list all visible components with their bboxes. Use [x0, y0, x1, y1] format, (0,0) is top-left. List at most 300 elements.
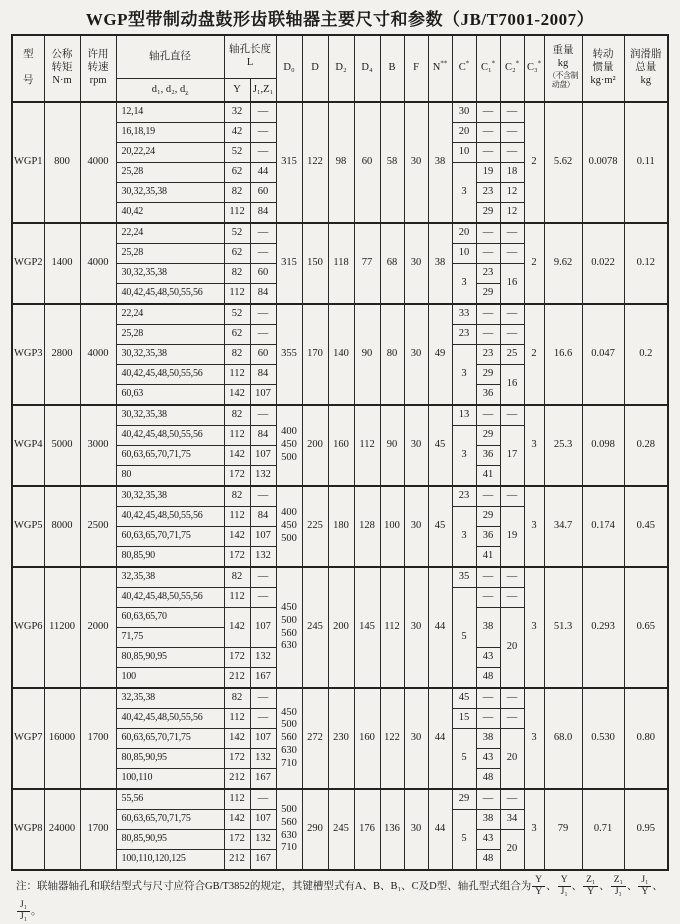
data-cell: 176: [354, 789, 380, 870]
model-cell: WGP4: [12, 405, 44, 486]
speed-cell: 1700: [80, 789, 116, 870]
bore-combo-fraction: $\frac{\text{J₁}}{Y}$: [638, 875, 651, 898]
torque-cell: 11200: [44, 567, 80, 688]
data-cell: 34: [500, 810, 524, 830]
grease-cell: 0.45: [624, 486, 668, 567]
data-cell: 5: [452, 588, 476, 689]
data-cell: 60: [250, 264, 276, 284]
data-cell: 29: [476, 426, 500, 446]
data-cell: 38: [428, 223, 452, 304]
bore-cell: 22,24: [116, 304, 224, 325]
data-cell: —: [476, 102, 500, 123]
col-header-inertia: 转动 惯量 kg·m²: [582, 35, 624, 102]
data-cell: 112: [224, 507, 250, 527]
data-cell: 112: [224, 789, 250, 810]
bore-cell: 32,35,38: [116, 688, 224, 709]
col-header-bore-length: 轴孔长度 L: [224, 35, 276, 79]
model-cell: WGP3: [12, 304, 44, 405]
inertia-cell: 0.293: [582, 567, 624, 688]
data-cell: 160: [354, 688, 380, 789]
data-cell: —: [250, 567, 276, 588]
col-header-speed: 许用 转速 rpm: [80, 35, 116, 102]
col-header-D4: D₄: [354, 35, 380, 102]
data-cell: 132: [250, 749, 276, 769]
data-cell: 100: [380, 486, 404, 567]
data-cell: 2: [524, 304, 544, 405]
data-cell: 180: [328, 486, 354, 567]
data-cell: 44: [428, 688, 452, 789]
data-cell: 52: [224, 223, 250, 244]
bore-cell: 60,63,65,70,71,75: [116, 729, 224, 749]
bore-cell: 22,24: [116, 223, 224, 244]
inertia-cell: 0.71: [582, 789, 624, 870]
table-row: [12, 304, 668, 325]
data-cell: 272: [302, 688, 328, 789]
data-cell: 62: [224, 163, 250, 183]
col-header-F: F: [404, 35, 428, 102]
bore-cell: 40,42,45,48,50,55,56: [116, 507, 224, 527]
data-cell: —: [250, 688, 276, 709]
data-cell: 450 500 560 630 710: [276, 688, 302, 789]
data-cell: 142: [224, 810, 250, 830]
data-cell: 3: [524, 688, 544, 789]
data-cell: 122: [302, 102, 328, 223]
bore-cell: 60,63,65,70,71,75: [116, 446, 224, 466]
bore-cell: 100,110: [116, 769, 224, 790]
data-cell: 35: [452, 567, 476, 588]
data-cell: 225: [302, 486, 328, 567]
bore-cell: 80,85,90: [116, 547, 224, 568]
data-cell: 52: [224, 304, 250, 325]
data-cell: 82: [224, 405, 250, 426]
data-cell: 43: [476, 648, 500, 668]
speed-cell: 2500: [80, 486, 116, 567]
data-cell: —: [476, 143, 500, 163]
bore-cell: 40,42,45,48,50,55,56: [116, 709, 224, 729]
data-cell: 62: [224, 325, 250, 345]
col-header-N: N**: [428, 35, 452, 102]
data-cell: 172: [224, 466, 250, 487]
data-cell: 82: [224, 567, 250, 588]
data-cell: 132: [250, 547, 276, 568]
data-cell: 19: [500, 507, 524, 568]
table-row: [12, 223, 668, 244]
data-cell: —: [476, 223, 500, 244]
footnote-separator: 、: [571, 880, 583, 892]
grease-cell: 0.95: [624, 789, 668, 870]
data-cell: 23: [476, 345, 500, 365]
data-cell: 84: [250, 426, 276, 446]
data-cell: 5: [452, 729, 476, 790]
bore-cell: 20,22,24: [116, 143, 224, 163]
data-cell: 38: [476, 608, 500, 648]
data-cell: —: [476, 709, 500, 729]
bore-cell: 40,42,45,48,50,55,56: [116, 284, 224, 305]
speed-cell: 4000: [80, 223, 116, 304]
data-cell: 38: [476, 729, 500, 749]
model-cell: WGP7: [12, 688, 44, 789]
data-cell: 172: [224, 547, 250, 568]
data-cell: —: [500, 304, 524, 325]
data-cell: —: [500, 567, 524, 588]
speed-cell: 4000: [80, 304, 116, 405]
data-cell: 13: [452, 405, 476, 426]
torque-cell: 5000: [44, 405, 80, 486]
data-cell: —: [500, 244, 524, 264]
data-cell: —: [476, 123, 500, 143]
bore-cell: 30,32,35,38: [116, 405, 224, 426]
speed-cell: 4000: [80, 102, 116, 223]
torque-cell: 8000: [44, 486, 80, 567]
data-cell: 142: [224, 446, 250, 466]
data-cell: 84: [250, 507, 276, 527]
col-header-weight: 重量 kg （不含制动盘）: [544, 35, 582, 102]
bore-combo-fraction: $\frac{\text{Z₁}}{\text{J₁}}$: [611, 875, 626, 898]
grease-cell: 0.11: [624, 102, 668, 223]
data-cell: 142: [224, 729, 250, 749]
bore-cell: 100,110,120,125: [116, 850, 224, 871]
data-cell: 68: [380, 223, 404, 304]
data-cell: —: [500, 123, 524, 143]
grease-cell: 0.12: [624, 223, 668, 304]
data-cell: 62: [224, 244, 250, 264]
speed-cell: 3000: [80, 405, 116, 486]
weight-cell: 34.7: [544, 486, 582, 567]
bore-cell: 30,32,35,38: [116, 486, 224, 507]
data-cell: 136: [380, 789, 404, 870]
col-header-grease: 润滑脂 总量 kg: [624, 35, 668, 102]
bore-cell: 60,63,65,70,71,75: [116, 810, 224, 830]
data-cell: —: [250, 102, 276, 123]
data-cell: 112: [224, 284, 250, 305]
data-cell: —: [500, 102, 524, 123]
data-cell: 107: [250, 729, 276, 749]
weight-cell: 25.3: [544, 405, 582, 486]
data-cell: —: [250, 123, 276, 143]
bore-combo-fraction: $\frac{\text{J₁}}{\text{J₁}}$: [17, 900, 30, 923]
data-cell: 82: [224, 688, 250, 709]
data-cell: —: [476, 405, 500, 426]
data-cell: —: [476, 325, 500, 345]
weight-cell: 5.62: [544, 102, 582, 223]
data-cell: 41: [476, 547, 500, 568]
footnote-separator: 、: [546, 880, 557, 892]
data-cell: —: [250, 789, 276, 810]
inertia-cell: 0.047: [582, 304, 624, 405]
bore-cell: 25,28: [116, 325, 224, 345]
data-cell: —: [250, 244, 276, 264]
data-cell: 30: [404, 405, 428, 486]
data-cell: 43: [476, 749, 500, 769]
speed-cell: 2000: [80, 567, 116, 688]
table-row: [12, 567, 668, 588]
torque-cell: 16000: [44, 688, 80, 789]
data-cell: 355: [276, 304, 302, 405]
table-row: [12, 789, 668, 810]
data-cell: 172: [224, 648, 250, 668]
footnote-separator: 、: [652, 880, 663, 892]
data-cell: 16: [500, 365, 524, 406]
data-cell: 2: [524, 102, 544, 223]
data-cell: 212: [224, 769, 250, 790]
bore-cell: 30,32,35,38: [116, 345, 224, 365]
data-cell: —: [476, 486, 500, 507]
weight-cell: 16.6: [544, 304, 582, 405]
data-cell: 29: [476, 507, 500, 527]
data-cell: —: [476, 789, 500, 810]
data-cell: —: [250, 143, 276, 163]
data-cell: 167: [250, 769, 276, 790]
data-cell: 84: [250, 203, 276, 224]
data-cell: 82: [224, 486, 250, 507]
inertia-cell: 0.174: [582, 486, 624, 567]
data-cell: —: [500, 223, 524, 244]
bore-cell: 16,18,19: [116, 123, 224, 143]
data-cell: 315: [276, 223, 302, 304]
bore-cell: 71,75: [116, 628, 224, 648]
grease-cell: 0.65: [624, 567, 668, 688]
data-cell: 60: [250, 345, 276, 365]
data-cell: 16: [500, 264, 524, 305]
data-cell: 58: [380, 102, 404, 223]
model-cell: WGP5: [12, 486, 44, 567]
col-header-model: 型 号: [12, 35, 44, 102]
data-cell: —: [250, 405, 276, 426]
data-cell: 20: [500, 608, 524, 689]
bore-cell: 25,28: [116, 163, 224, 183]
data-cell: 15: [452, 709, 476, 729]
data-cell: 48: [476, 850, 500, 871]
data-cell: 44: [428, 789, 452, 870]
data-cell: 3: [452, 507, 476, 568]
data-cell: —: [250, 486, 276, 507]
bore-cell: 12,14: [116, 102, 224, 123]
table-row: [12, 102, 668, 123]
data-cell: 30: [452, 102, 476, 123]
col-header-D: D: [302, 35, 328, 102]
data-cell: —: [476, 688, 500, 709]
bore-cell: 80,85,90,95: [116, 648, 224, 668]
footnote-separator: 、: [626, 880, 638, 892]
data-cell: 400 450 500: [276, 405, 302, 486]
data-cell: 36: [476, 385, 500, 406]
footnote-suffix: 。: [31, 905, 42, 917]
data-cell: 5: [452, 810, 476, 871]
data-cell: 107: [250, 446, 276, 466]
data-cell: 30: [404, 789, 428, 870]
bore-cell: 55,56: [116, 789, 224, 810]
col-header-C3: C₃*: [524, 35, 544, 102]
data-cell: 118: [328, 223, 354, 304]
data-cell: 132: [250, 830, 276, 850]
data-cell: 112: [354, 405, 380, 486]
col-header-C2: C₂*: [500, 35, 524, 102]
grease-cell: 0.80: [624, 688, 668, 789]
data-cell: 19: [476, 163, 500, 183]
bore-cell: 30,32,35,38: [116, 183, 224, 203]
data-cell: 3: [452, 426, 476, 487]
data-cell: 45: [428, 405, 452, 486]
data-cell: —: [250, 325, 276, 345]
data-cell: 112: [224, 709, 250, 729]
weight-cell: 68.0: [544, 688, 582, 789]
data-cell: 107: [250, 608, 276, 648]
data-cell: 82: [224, 264, 250, 284]
model-cell: WGP2: [12, 223, 44, 304]
data-cell: 245: [302, 567, 328, 688]
weight-cell: 51.3: [544, 567, 582, 688]
data-cell: —: [476, 588, 500, 608]
data-cell: —: [250, 223, 276, 244]
data-cell: 29: [476, 284, 500, 305]
page-title: WGP型带制动盘鼓形齿联轴器主要尺寸和参数（JB/T7001-2007）: [85, 10, 595, 29]
footnote-separator: 、: [599, 880, 610, 892]
data-cell: 107: [250, 385, 276, 406]
data-cell: 2: [524, 223, 544, 304]
torque-cell: 24000: [44, 789, 80, 870]
header-row: [12, 35, 668, 79]
data-cell: —: [250, 304, 276, 325]
data-cell: 400 450 500: [276, 486, 302, 567]
data-cell: 12: [500, 203, 524, 224]
data-cell: —: [500, 789, 524, 810]
data-cell: 43: [476, 830, 500, 850]
data-cell: 245: [328, 789, 354, 870]
data-cell: 84: [250, 365, 276, 385]
torque-cell: 2800: [44, 304, 80, 405]
table-row: [12, 405, 668, 426]
data-cell: —: [500, 325, 524, 345]
data-cell: 200: [328, 567, 354, 688]
data-cell: 84: [250, 284, 276, 305]
data-cell: 112: [224, 203, 250, 224]
grease-cell: 0.2: [624, 304, 668, 405]
data-cell: 60: [250, 183, 276, 203]
col-header-B: B: [380, 35, 404, 102]
data-cell: 30: [404, 304, 428, 405]
data-cell: 200: [302, 405, 328, 486]
footnote-prefix: 注：: [16, 880, 37, 892]
inertia-cell: 0.530: [582, 688, 624, 789]
data-cell: —: [250, 709, 276, 729]
bore-cell: 60,63,65,70: [116, 608, 224, 628]
data-cell: 172: [224, 749, 250, 769]
data-cell: 36: [476, 446, 500, 466]
data-cell: 23: [476, 264, 500, 284]
data-cell: 167: [250, 668, 276, 689]
col-header-D2: D₂: [328, 35, 354, 102]
data-cell: 90: [380, 405, 404, 486]
data-cell: 45: [452, 688, 476, 709]
bore-cell: 60,63,65,70,71,75: [116, 527, 224, 547]
col-header-D0: D₀: [276, 35, 302, 102]
data-cell: —: [476, 567, 500, 588]
model-cell: WGP1: [12, 102, 44, 223]
data-cell: 23: [452, 325, 476, 345]
data-cell: 32: [224, 102, 250, 123]
data-cell: 30: [404, 567, 428, 688]
data-cell: 315: [276, 102, 302, 223]
data-cell: 20: [500, 830, 524, 871]
data-cell: 212: [224, 668, 250, 689]
data-cell: —: [500, 143, 524, 163]
inertia-cell: 0.0078: [582, 102, 624, 223]
data-cell: 172: [224, 830, 250, 850]
bore-cell: 80: [116, 466, 224, 487]
data-cell: 10: [452, 143, 476, 163]
bore-cell: 40,42: [116, 203, 224, 224]
data-cell: —: [476, 304, 500, 325]
data-cell: 132: [250, 466, 276, 487]
bore-cell: 40,42,45,48,50,55,56: [116, 365, 224, 385]
bore-combo-fraction: $\frac{Y}{\text{J₁}}$: [558, 875, 571, 898]
footnote-text: 联轴器轴孔和联结型式与尺寸应符合GB/T3852的规定，其键槽型式有A、B、B₁、C及D型、轴孔型式组合为: [37, 880, 532, 892]
bore-cell: 30,32,35,38: [116, 264, 224, 284]
data-cell: 3: [524, 486, 544, 567]
data-cell: 128: [354, 486, 380, 567]
data-cell: 20: [500, 729, 524, 790]
data-cell: —: [500, 688, 524, 709]
data-cell: 10: [452, 244, 476, 264]
data-cell: 112: [224, 426, 250, 446]
data-cell: 122: [380, 688, 404, 789]
data-cell: —: [250, 588, 276, 608]
data-cell: 49: [428, 304, 452, 405]
spec-table: [11, 34, 669, 871]
data-cell: 52: [224, 143, 250, 163]
data-cell: 3: [524, 567, 544, 688]
data-cell: 212: [224, 850, 250, 871]
data-cell: 77: [354, 223, 380, 304]
data-cell: 44: [428, 567, 452, 688]
data-cell: 450 500 560 630: [276, 567, 302, 688]
data-cell: 142: [224, 527, 250, 547]
data-cell: 48: [476, 769, 500, 790]
data-cell: 23: [476, 183, 500, 203]
data-cell: 112: [224, 588, 250, 608]
data-cell: —: [500, 486, 524, 507]
data-cell: 167: [250, 850, 276, 871]
data-cell: 41: [476, 466, 500, 487]
data-cell: 82: [224, 183, 250, 203]
data-cell: 142: [224, 385, 250, 406]
bore-cell: 32,35,38: [116, 567, 224, 588]
data-cell: 160: [328, 405, 354, 486]
data-cell: 500 560 630 710: [276, 789, 302, 870]
col-header-d-sizes: d₁, d₂, $d_z$: [116, 79, 224, 103]
col-header-C: C*: [452, 35, 476, 102]
data-cell: 80: [380, 304, 404, 405]
data-cell: 82: [224, 345, 250, 365]
data-cell: 17: [500, 426, 524, 487]
data-cell: 140: [328, 304, 354, 405]
col-header-bore-diameter: 轴孔直径: [116, 35, 224, 79]
data-cell: 38: [476, 810, 500, 830]
bore-cell: 40,42,45,48,50,55,56: [116, 426, 224, 446]
data-cell: 42: [224, 123, 250, 143]
data-cell: 29: [476, 365, 500, 385]
col-header-C1: C₁*: [476, 35, 500, 102]
data-cell: 150: [302, 223, 328, 304]
data-cell: 38: [428, 102, 452, 223]
data-cell: 3: [452, 163, 476, 224]
data-cell: 30: [404, 223, 428, 304]
data-cell: —: [476, 244, 500, 264]
data-cell: 30: [404, 102, 428, 223]
footnote: [8, 874, 672, 924]
data-cell: 18: [500, 163, 524, 183]
data-cell: 3: [452, 264, 476, 305]
